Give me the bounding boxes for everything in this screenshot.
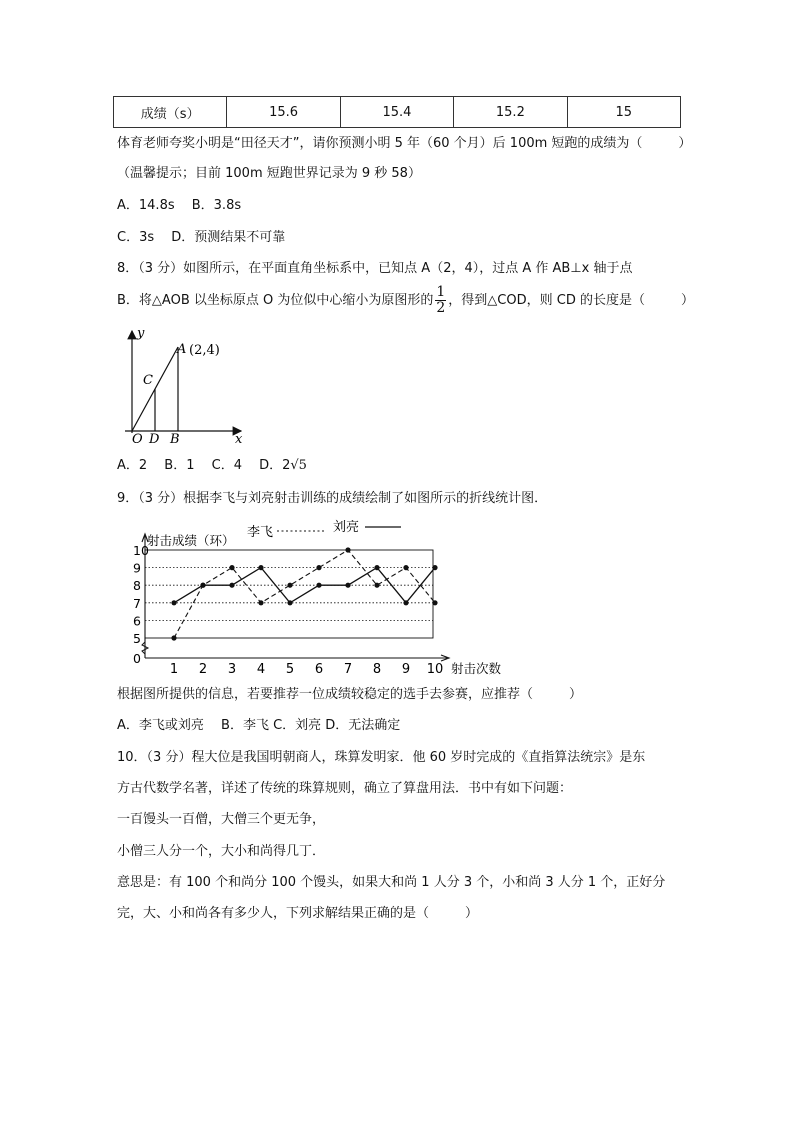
q8-close: ）: [680, 293, 694, 308]
q9-prompt: [117, 685, 582, 705]
y-tick-label: 10: [133, 543, 149, 558]
data-point: [374, 583, 379, 588]
x-axis-title: 射击次数: [451, 661, 502, 676]
data-point: [200, 583, 205, 588]
fraction-numerator: 1: [436, 284, 446, 300]
q8-line2-pre: B．将△AOB 以坐标原点 O 为位似中心缩小为原图形的: [117, 293, 434, 308]
y-tick-label: 8: [133, 578, 141, 594]
score-table: [113, 96, 681, 128]
data-point: [316, 565, 321, 570]
q7-options-ab: A．14.8s B．3.8s: [117, 198, 242, 213]
y-tick-label: 5: [133, 631, 141, 646]
q9-prompt-text: 根据图所提供的信息，若要推荐一位成绩较稳定的选手去参赛，应推荐（: [117, 687, 534, 702]
x-tick-label: 5: [285, 662, 295, 677]
q8-line2-post: ，得到△COD，则 CD 的长度是（: [448, 293, 645, 308]
x-tick-label: 4: [256, 662, 266, 677]
data-point: [287, 583, 292, 588]
chart-title: 射击成绩（环）: [147, 533, 235, 548]
table-row: [114, 97, 681, 128]
x-tick-label: 8: [372, 662, 382, 677]
coordinate-figure: [115, 325, 250, 447]
q9-options: A．李飞或刘亮 B．李飞 C．刘亮 D．无法确定: [117, 718, 401, 733]
q8-options: [117, 456, 307, 476]
table-cell: 15.4: [340, 97, 453, 128]
data-point: [171, 635, 176, 640]
table-cell: 15.6: [227, 97, 340, 128]
point-a-coord: (2,4): [189, 343, 220, 358]
fraction-denominator: 2: [436, 300, 446, 316]
q10-meaning1: 意思是：有 100 个和尚分 100 个馒头，如果大和尚 1 人分 3 个，小和尚 3 人分 1 个，正好分: [117, 875, 666, 890]
y-tick-label: 6: [133, 613, 141, 629]
data-point: [287, 600, 292, 605]
q7-close: ）: [678, 136, 692, 151]
series-line-liuliang: [174, 568, 435, 603]
table-cell: 成绩（s）: [114, 97, 227, 128]
q10-line1: 10．（3 分）程大位是我国明朝商人，珠算发明家．他 60 岁时完成的《直指算法统宗》是东: [117, 750, 646, 765]
data-point: [432, 600, 437, 605]
point-d-label: D: [149, 432, 160, 447]
data-point: [403, 565, 408, 570]
q8-options-text: A．2 B．1 C．4 D．2: [117, 458, 291, 473]
line-chart: [115, 515, 515, 677]
q9-question: 9．（3 分）根据李飞与刘亮射击训练的成绩绘制了如图所示的折线统计图．: [117, 491, 548, 506]
point-b-label: B: [170, 432, 180, 447]
point-o-label: O: [132, 432, 143, 447]
x-tick-label: 9: [401, 662, 411, 677]
q10-meaning2: [117, 904, 478, 924]
q8-line2: [117, 284, 694, 318]
x-tick-label: 6: [314, 662, 324, 677]
q10-meaning2-text: 完，大、小和尚各有多少人，下列求解结果正确的是（: [117, 906, 430, 921]
y-tick-label: 7: [133, 595, 141, 611]
y-tick-label: 0: [133, 651, 141, 666]
point-c-label: C: [143, 373, 153, 388]
data-point: [345, 583, 350, 588]
x-label: x: [235, 432, 243, 447]
q7-question: [117, 134, 691, 154]
data-point: [229, 583, 234, 588]
q8-line1: 8．（3 分）如图所示，在平面直角坐标系中，已知点 A（2，4），过点 A 作 AB⊥x 轴于点: [117, 261, 633, 276]
data-point: [316, 583, 321, 588]
data-point: [229, 565, 234, 570]
table-cell: 15.2: [454, 97, 567, 128]
point-a-label: A: [177, 342, 187, 357]
data-point: [258, 600, 263, 605]
table-cell: 15: [567, 97, 680, 128]
y-tick-label: 9: [133, 560, 141, 576]
fraction-one-half: [435, 285, 446, 316]
q10-close: ）: [465, 906, 479, 921]
x-tick-label: 3: [227, 662, 237, 677]
legend-label-lifei: 李飞: [247, 525, 274, 540]
x-tick-label: 1: [169, 662, 179, 677]
q10-line2: 方古代数学名著，详述了传统的珠算规则，确立了算盘用法．书中有如下问题：: [117, 781, 573, 796]
x-tick-label: 7: [343, 662, 353, 677]
data-point: [171, 600, 176, 605]
legend-label-liuliang: 刘亮: [333, 520, 360, 535]
data-point: [432, 565, 437, 570]
x-tick-label: 2: [198, 662, 208, 677]
q10-poem2: 小僧三人分一个，大小和尚得几丁．: [117, 844, 326, 859]
data-point: [258, 565, 263, 570]
x-tick-label: 10: [426, 662, 444, 677]
q7-hint: （温馨提示；目前 100m 短跑世界记录为 9 秒 58）: [117, 166, 421, 181]
y-label: y: [137, 326, 145, 341]
q9-close: ）: [569, 687, 583, 702]
data-point: [345, 547, 350, 552]
q7-options-cd: C．3s D．预测结果不可靠: [117, 230, 286, 245]
q7-text: 体育老师夸奖小明是“田径天才”，请你预测小明 5 年（60 个月）后 100m 短跑的成绩为（: [117, 136, 643, 151]
q10-poem1: 一百馒头一百僧，大僧三个更无争，: [117, 812, 326, 827]
sqrt-five: √5: [290, 458, 307, 473]
data-point: [374, 565, 379, 570]
data-point: [403, 600, 408, 605]
